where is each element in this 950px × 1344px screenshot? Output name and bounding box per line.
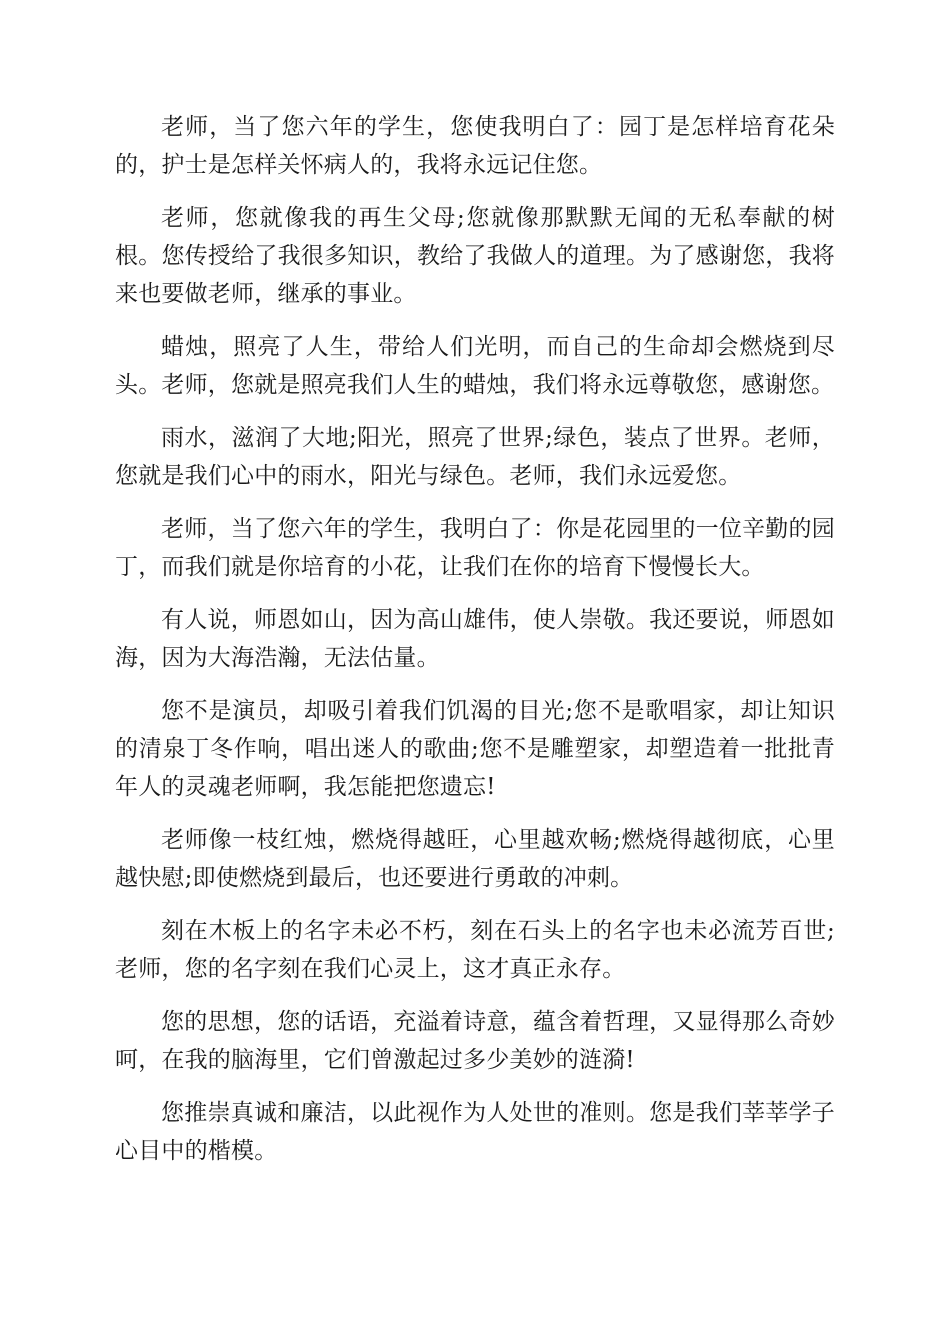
paragraph-6: 有人说，师恩如山，因为高山雄伟，使人崇敬。我还要说，师恩如海，因为大海浩瀚，无法估量。 [115, 607, 835, 671]
paragraph-5: 老师，当了您六年的学生，我明白了：你是花园里的一位辛勤的园丁，而我们就是你培育的小花，让我们在你的培育下慢慢长大。 [115, 516, 835, 580]
paragraph-8: 老师像一枝红烛，燃烧得越旺，心里越欢畅;燃烧得越彻底，心里越快慰;即使燃烧到最后，也还要进行勇敢的冲刺。 [115, 827, 835, 891]
paragraph-7: 您不是演员，却吸引着我们饥渴的目光;您不是歌唱家，却让知识的清泉丁冬作响，唱出迷人的歌曲;您不是雕塑家，却塑造着一批批青年人的灵魂老师啊，我怎能把您遗忘! [115, 698, 835, 800]
document-body [115, 108, 835, 1185]
paragraph-3: 蜡烛，照亮了人生，带给人们光明，而自己的生命却会燃烧到尽头。老师，您就是照亮我们人生的蜡烛，我们将永远尊敬您，感谢您。 [115, 334, 835, 398]
paragraph-2: 老师，您就像我的再生父母;您就像那默默无闻的无私奉献的树根。您传授给了我很多知识，教给了我做人的道理。为了感谢您，我将来也要做老师，继承的事业。 [115, 205, 835, 307]
paragraph-11: 您推崇真诚和廉洁，以此视作为人处世的准则。您是我们莘莘学子心目中的楷模。 [115, 1100, 835, 1164]
paragraph-4: 雨水，滋润了大地;阳光，照亮了世界;绿色，装点了世界。老师，您就是我们心中的雨水，阳光与绿色。老师，我们永远爱您。 [115, 425, 835, 489]
paragraph-9: 刻在木板上的名字未必不朽，刻在石头上的名字也未必流芳百世;老师，您的名字刻在我们心灵上，这才真正永存。 [115, 918, 835, 982]
paragraph-1: 老师，当了您六年的学生，您使我明白了：园丁是怎样培育花朵的，护士是怎样关怀病人的，我将永远记住您。 [115, 114, 835, 178]
paragraph-10: 您的思想，您的话语，充溢着诗意，蕴含着哲理，又显得那么奇妙呵，在我的脑海里，它们曾激起过多少美妙的涟漪! [115, 1009, 835, 1073]
